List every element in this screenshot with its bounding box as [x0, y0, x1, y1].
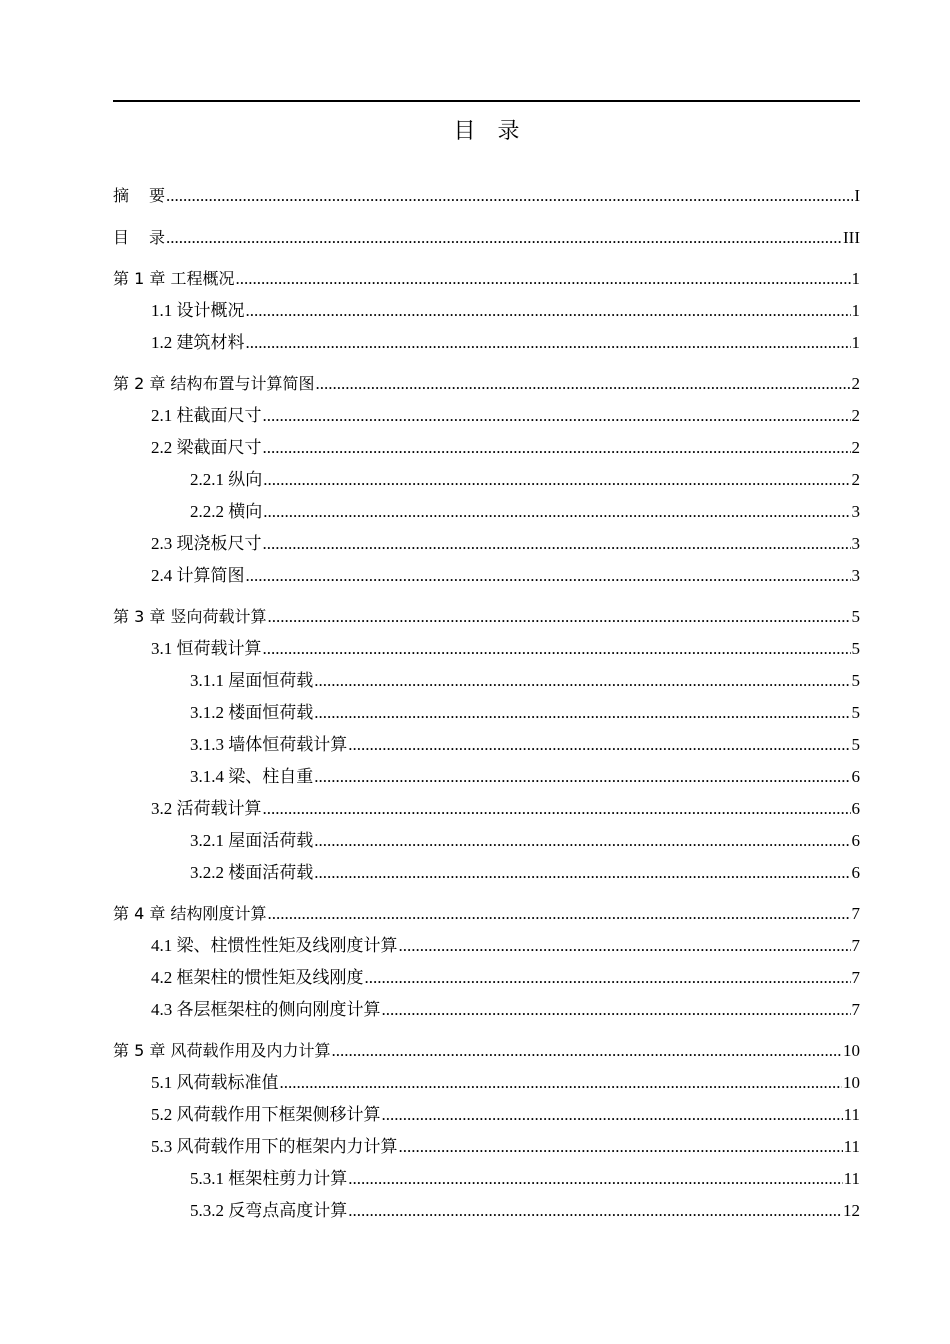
toc-entry-page-number: 6	[851, 863, 860, 882]
toc-entry-label: 2.2.1 纵向	[190, 470, 263, 489]
toc-entry-label: 第 4 章 结构刚度计算	[113, 904, 267, 923]
toc-dot-leader	[382, 1104, 843, 1126]
toc-entry[interactable]	[113, 501, 860, 523]
toc-entry-page-number: 3	[851, 534, 860, 553]
toc-entry-page-number: I	[854, 186, 860, 205]
toc-dot-leader	[280, 1072, 843, 1094]
toc-entry-label: 3.1.2 楼面恒荷载	[190, 703, 314, 722]
toc-entry[interactable]	[113, 935, 860, 957]
toc-dot-leader	[263, 533, 851, 555]
toc-entry[interactable]	[113, 1168, 860, 1190]
toc-entry[interactable]	[113, 903, 860, 925]
toc-dot-leader	[365, 967, 851, 989]
toc-entry-page-number: 3	[851, 566, 860, 585]
toc-entry[interactable]	[113, 373, 860, 395]
page-title: 目录	[453, 119, 542, 144]
toc-entry-label: 5.1 风荷载标准值	[151, 1073, 279, 1092]
toc-entry-page-number: 2	[851, 470, 860, 489]
toc-entry-label: 4.2 框架柱的惯性矩及线刚度	[151, 968, 364, 987]
toc-entry-page-number: 7	[851, 936, 860, 955]
toc-dot-leader	[314, 766, 850, 788]
toc-entry-label: 摘要	[113, 186, 186, 205]
toc-entry[interactable]	[113, 300, 860, 322]
toc-entry-label: 第 3 章 竖向荷载计算	[113, 607, 267, 626]
toc-entry[interactable]	[113, 766, 860, 788]
toc-entry-page-number: 11	[843, 1105, 860, 1124]
toc-entry-page-number: 11	[843, 1137, 860, 1156]
toc-dot-leader	[246, 332, 851, 354]
toc-entry-page-number: 2	[851, 438, 860, 457]
toc-entry-page-number: 1	[851, 269, 860, 288]
toc-dot-leader	[246, 300, 851, 322]
toc-entry-label: 1.1 设计概况	[151, 301, 245, 320]
toc-dot-leader	[263, 798, 851, 820]
toc-dot-leader	[267, 606, 850, 628]
toc-entry[interactable]	[113, 1040, 860, 1062]
toc-entry-page-number: 1	[851, 333, 860, 352]
toc-entry[interactable]	[113, 862, 860, 884]
toc-entry-label: 3.2.2 楼面活荷载	[190, 863, 314, 882]
toc-dot-leader	[263, 501, 850, 523]
toc-entry[interactable]	[113, 702, 860, 724]
toc-entry-page-number: 5	[851, 735, 860, 754]
toc-dot-leader	[331, 1040, 842, 1062]
toc-entry[interactable]	[113, 469, 860, 491]
toc-dot-leader	[348, 734, 850, 756]
toc-entry-label: 5.3.1 框架柱剪力计算	[190, 1169, 348, 1188]
toc-dot-leader	[246, 565, 851, 587]
toc-entry[interactable]	[113, 638, 860, 660]
toc-entry-label: 5.3 风荷载作用下的框架内力计算	[151, 1137, 398, 1156]
toc-entry-label: 1.2 建筑材料	[151, 333, 245, 352]
toc-entry-page-number: 7	[851, 968, 860, 987]
toc-entry[interactable]	[113, 999, 860, 1021]
toc-entry-page-number: 10	[843, 1041, 860, 1060]
toc-entry-label: 第 5 章 风荷载作用及内力计算	[113, 1041, 331, 1060]
toc-entry-page-number: 7	[851, 904, 860, 923]
toc-entry-label: 2.2.2 横向	[190, 502, 263, 521]
toc-entry-page-number: 5	[851, 639, 860, 658]
header-rule	[113, 100, 860, 102]
toc-dot-leader	[314, 670, 850, 692]
toc-dot-leader	[263, 638, 851, 660]
toc-entry[interactable]	[113, 830, 860, 852]
toc-entry-page-number: 1	[851, 301, 860, 320]
toc-dot-leader	[315, 373, 850, 395]
toc-entry[interactable]	[113, 798, 860, 820]
toc-entry-label: 2.2 梁截面尺寸	[151, 438, 262, 457]
toc-entry-page-number: 2	[851, 406, 860, 425]
toc-entry[interactable]	[113, 967, 860, 989]
toc-dot-leader	[263, 469, 850, 491]
toc-entry-label: 2.3 现浇板尺寸	[151, 534, 262, 553]
toc-entry-page-number: 6	[851, 799, 860, 818]
toc-entry-page-number: 6	[851, 831, 860, 850]
toc-dot-leader	[263, 405, 851, 427]
toc-entry-label: 3.1 恒荷载计算	[151, 639, 262, 658]
toc-dot-leader	[166, 227, 842, 249]
toc-dot-leader	[267, 903, 850, 925]
toc-entry[interactable]	[113, 533, 860, 555]
toc-dot-leader	[399, 935, 851, 957]
toc-dot-leader	[235, 268, 850, 290]
toc-entry-page-number: 3	[851, 502, 860, 521]
toc-entry[interactable]	[113, 1104, 860, 1126]
toc-entry-label: 3.2 活荷载计算	[151, 799, 262, 818]
toc-entry-page-number: 10	[843, 1073, 860, 1092]
toc-entry[interactable]	[113, 734, 860, 756]
toc-entry-label: 2.4 计算简图	[151, 566, 245, 585]
toc-entry-label: 第 2 章 结构布置与计算简图	[113, 374, 315, 393]
toc-dot-leader	[314, 702, 850, 724]
toc-entry[interactable]	[113, 227, 860, 249]
toc-entry-page-number: 12	[843, 1201, 860, 1220]
toc-entry[interactable]	[113, 1072, 860, 1094]
toc-entry-page-number: III	[843, 228, 860, 247]
toc-entry-label: 3.1.3 墙体恒荷载计算	[190, 735, 348, 754]
toc-entry-label: 3.1.1 屋面恒荷载	[190, 671, 314, 690]
toc-entry[interactable]	[113, 1200, 860, 1222]
toc-entry-page-number: 11	[843, 1169, 860, 1188]
toc-entry-page-number: 5	[851, 671, 860, 690]
toc-entry-label: 5.2 风荷载作用下框架侧移计算	[151, 1105, 381, 1124]
toc-entry-page-number: 2	[851, 374, 860, 393]
toc-entry[interactable]	[113, 185, 860, 207]
toc-entry-page-number: 7	[851, 1000, 860, 1019]
toc-entry-label: 5.3.2 反弯点高度计算	[190, 1201, 348, 1220]
toc-entry-label: 4.1 梁、柱惯性性矩及线刚度计算	[151, 936, 398, 955]
toc-dot-leader	[314, 862, 850, 884]
toc-dot-leader	[399, 1136, 843, 1158]
toc-dot-leader	[382, 999, 851, 1021]
toc-entry[interactable]	[113, 405, 860, 427]
toc-entry[interactable]	[113, 606, 860, 628]
toc-entry[interactable]	[113, 670, 860, 692]
toc-dot-leader	[314, 830, 850, 852]
toc-dot-leader	[166, 185, 853, 207]
toc-entry-page-number: 6	[851, 767, 860, 786]
toc-entry-page-number: 5	[851, 703, 860, 722]
toc-entry-page-number: 5	[851, 607, 860, 626]
toc-entry-label: 2.1 柱截面尺寸	[151, 406, 262, 425]
toc-entry[interactable]	[113, 268, 860, 290]
toc-dot-leader	[348, 1168, 842, 1190]
toc-entry-label: 第 1 章 工程概况	[113, 269, 235, 288]
toc-entry-label: 3.2.1 屋面活荷载	[190, 831, 314, 850]
toc-entry-label: 3.1.4 梁、柱自重	[190, 767, 314, 786]
toc-entry[interactable]	[113, 565, 860, 587]
toc-entry-label: 目录	[113, 228, 186, 247]
toc-dot-leader	[263, 437, 851, 459]
toc-entry[interactable]	[113, 437, 860, 459]
toc-entry-label: 4.3 各层框架柱的侧向刚度计算	[151, 1000, 381, 1019]
toc-dot-leader	[348, 1200, 842, 1222]
toc-entry[interactable]	[113, 332, 860, 354]
toc-entry[interactable]	[113, 1136, 860, 1158]
